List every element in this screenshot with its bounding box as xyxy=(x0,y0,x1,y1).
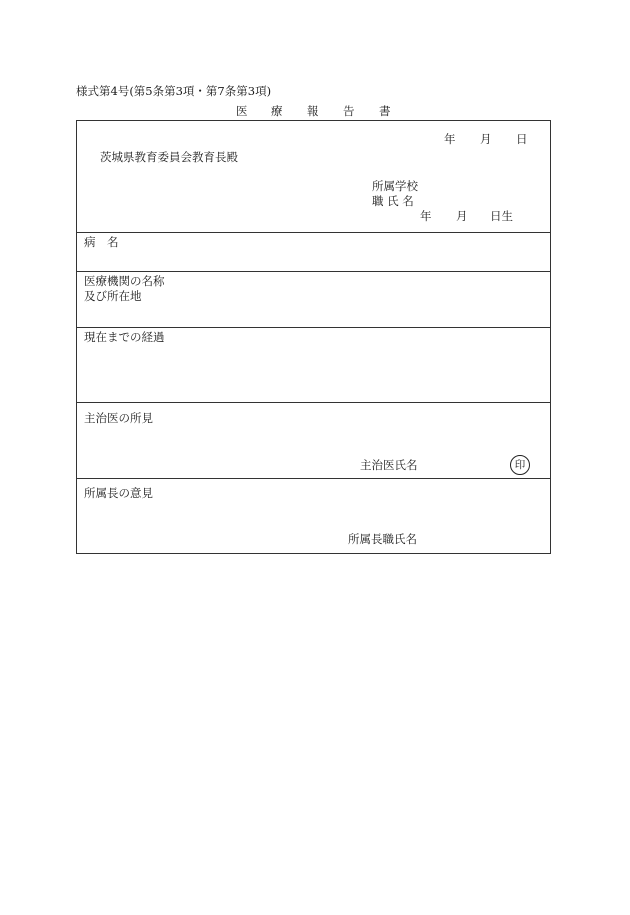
birth-year-label: 年 xyxy=(420,209,432,223)
form-number: 様式第4号(第5条第3項・第7条第3項) xyxy=(76,84,272,98)
progress-label: 現在までの経過 xyxy=(84,330,165,344)
institution-label-line1: 医療機関の名称 xyxy=(84,274,165,288)
title-char: 医 xyxy=(236,104,248,118)
row-divider xyxy=(77,478,550,479)
institution-label-line2: 及び所在地 xyxy=(84,289,142,303)
row-divider xyxy=(77,402,550,403)
title-char: 書 xyxy=(379,104,391,118)
affiliation-label: 所属学校 xyxy=(372,179,418,193)
row-divider xyxy=(77,327,550,328)
row-divider xyxy=(77,232,550,233)
title-char: 療 xyxy=(271,104,283,118)
doctor-opinion-label: 主治医の所見 xyxy=(84,411,153,425)
title-char: 告 xyxy=(343,104,355,118)
name-label: 職 氏 名 xyxy=(372,194,414,208)
date-year-label: 年 xyxy=(444,132,456,146)
date-month-label: 月 xyxy=(480,132,492,146)
birth-day-label: 日生 xyxy=(490,209,513,223)
title-char: 報 xyxy=(307,104,319,118)
addressee: 茨城県教育委員会教育長殿 xyxy=(100,150,238,164)
birth-month-label: 月 xyxy=(456,209,468,223)
doctor-name-label: 主治医氏名 xyxy=(360,458,418,472)
date-day-label: 日 xyxy=(516,132,528,146)
disease-label: 病 名 xyxy=(84,235,119,249)
head-opinion-label: 所属長の意見 xyxy=(84,486,153,500)
seal-icon: 印 xyxy=(510,455,530,475)
report-form xyxy=(76,120,551,554)
head-name-label: 所属長職氏名 xyxy=(348,532,417,546)
row-divider xyxy=(77,271,550,272)
